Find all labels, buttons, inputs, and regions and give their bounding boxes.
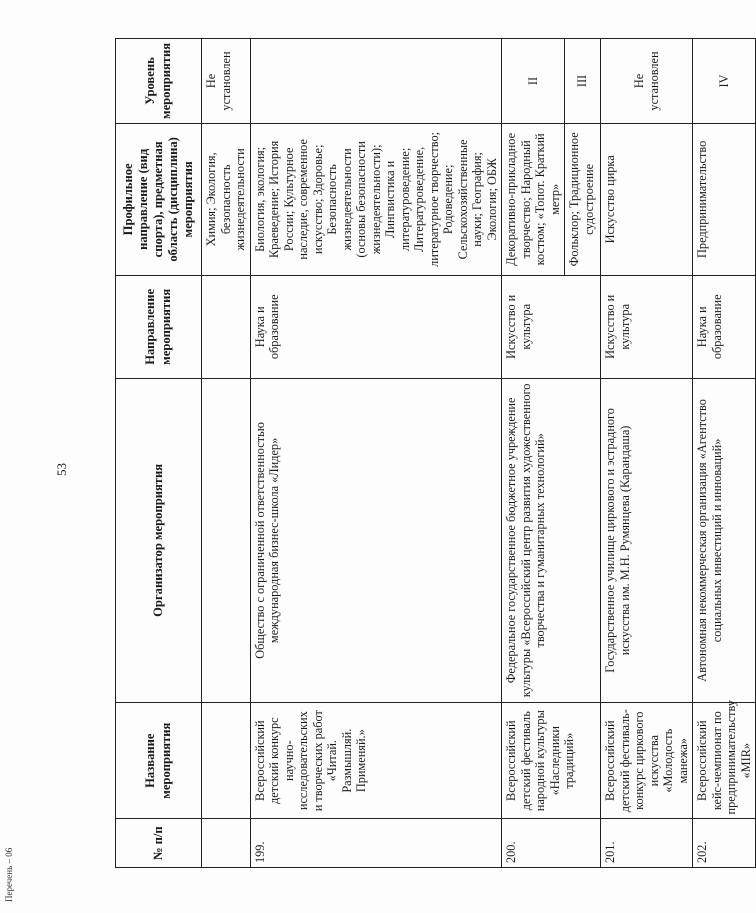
- row-number: 201.: [601, 819, 693, 868]
- profile-cell: Предпринимательство: [693, 124, 756, 276]
- organizer: Автономная некоммерческая организация «Агентство социальных инвестиций и инноваций»: [693, 378, 756, 702]
- header-direction: Направление мероприятия: [116, 275, 202, 378]
- event-name: Всероссийский кейс-чемпионат по предпринимательству «MIR»: [693, 702, 756, 819]
- event-name: Всероссийский детский фестиваль-конкурс циркового искусства «Молодость манежа»: [601, 702, 693, 819]
- profile-cell: Фольклор; Традиционное судостроение: [565, 124, 601, 276]
- row-number: 200.: [502, 819, 601, 868]
- table-row: [502, 39, 565, 868]
- organizer: Государственное училище циркового и эстрадного искусства им. М.Н. Румянцева (Карандаша): [601, 378, 693, 702]
- table-row: [601, 39, 693, 868]
- table-row: [250, 39, 502, 868]
- level-cell: III: [565, 39, 601, 124]
- organizer: Общество с ограниченной ответственностью международная бизнес-школа «Лидер»: [250, 378, 502, 702]
- header-organizer: Организатор мероприятия: [116, 378, 202, 702]
- header-level: Уровень мероприятия: [116, 39, 202, 124]
- row-number: 199.: [250, 819, 502, 868]
- event-name: Всероссийский детский конкурс научно-исследовательских и творческих работ «Читай. Размышляй. Применяй.»: [250, 702, 502, 819]
- row-number: 202.: [693, 819, 756, 868]
- level-cell: IV: [693, 39, 756, 124]
- profile-cell: Искусство цирка: [601, 124, 693, 276]
- header-name: Название мероприятия: [116, 702, 202, 819]
- profile-cell: Биология, экология; Краеведение; История России; Культурное наследие, современное искусство; Здоровье; Безопасность жизнедеятельности (основы безопасности жизнедеятельности); Лингвистика и литературоведение; Литературоведение, литературное творчество; Родоведение; Сельскохозяйственные науки; География; Экология; ОБЖ: [250, 124, 502, 276]
- header-profile: Профильное направление (вид спорта), предметная область (дисциплина) мероприятия: [116, 124, 202, 276]
- level-cell: II: [502, 39, 565, 124]
- header-num: № п/п: [116, 819, 202, 868]
- direction: Искусство и культура: [502, 275, 601, 378]
- table-row: [693, 39, 756, 868]
- rotated-table-container: [115, 38, 753, 868]
- profile-cell: Химия; Экология, безопасность жизнедеятельности: [202, 124, 251, 276]
- direction: Наука и образование: [250, 275, 502, 378]
- profile-cell: Декоративно-прикладное творчество; Народный костюм; «Топот. Краткий метр»: [502, 124, 565, 276]
- direction: Наука и образование: [693, 275, 756, 378]
- header-row: [116, 39, 202, 868]
- level-cell: [250, 39, 502, 124]
- organizer: Федеральное государственное бюджетное учреждение культуры «Всероссийский центр развития художественного творчества и гуманитарных технологий»: [502, 378, 601, 702]
- level-cell: Не установлен: [202, 39, 251, 124]
- table-row: [202, 39, 251, 868]
- page-number: 53: [54, 463, 69, 476]
- footer-note: Перечень – 06: [4, 847, 14, 902]
- events-table: [115, 38, 756, 868]
- direction: Искусство и культура: [601, 275, 693, 378]
- level-cell: Не установлен: [601, 39, 693, 124]
- event-name: Всероссийский детский фестиваль народной культуры «Наследники традиций»: [502, 702, 601, 819]
